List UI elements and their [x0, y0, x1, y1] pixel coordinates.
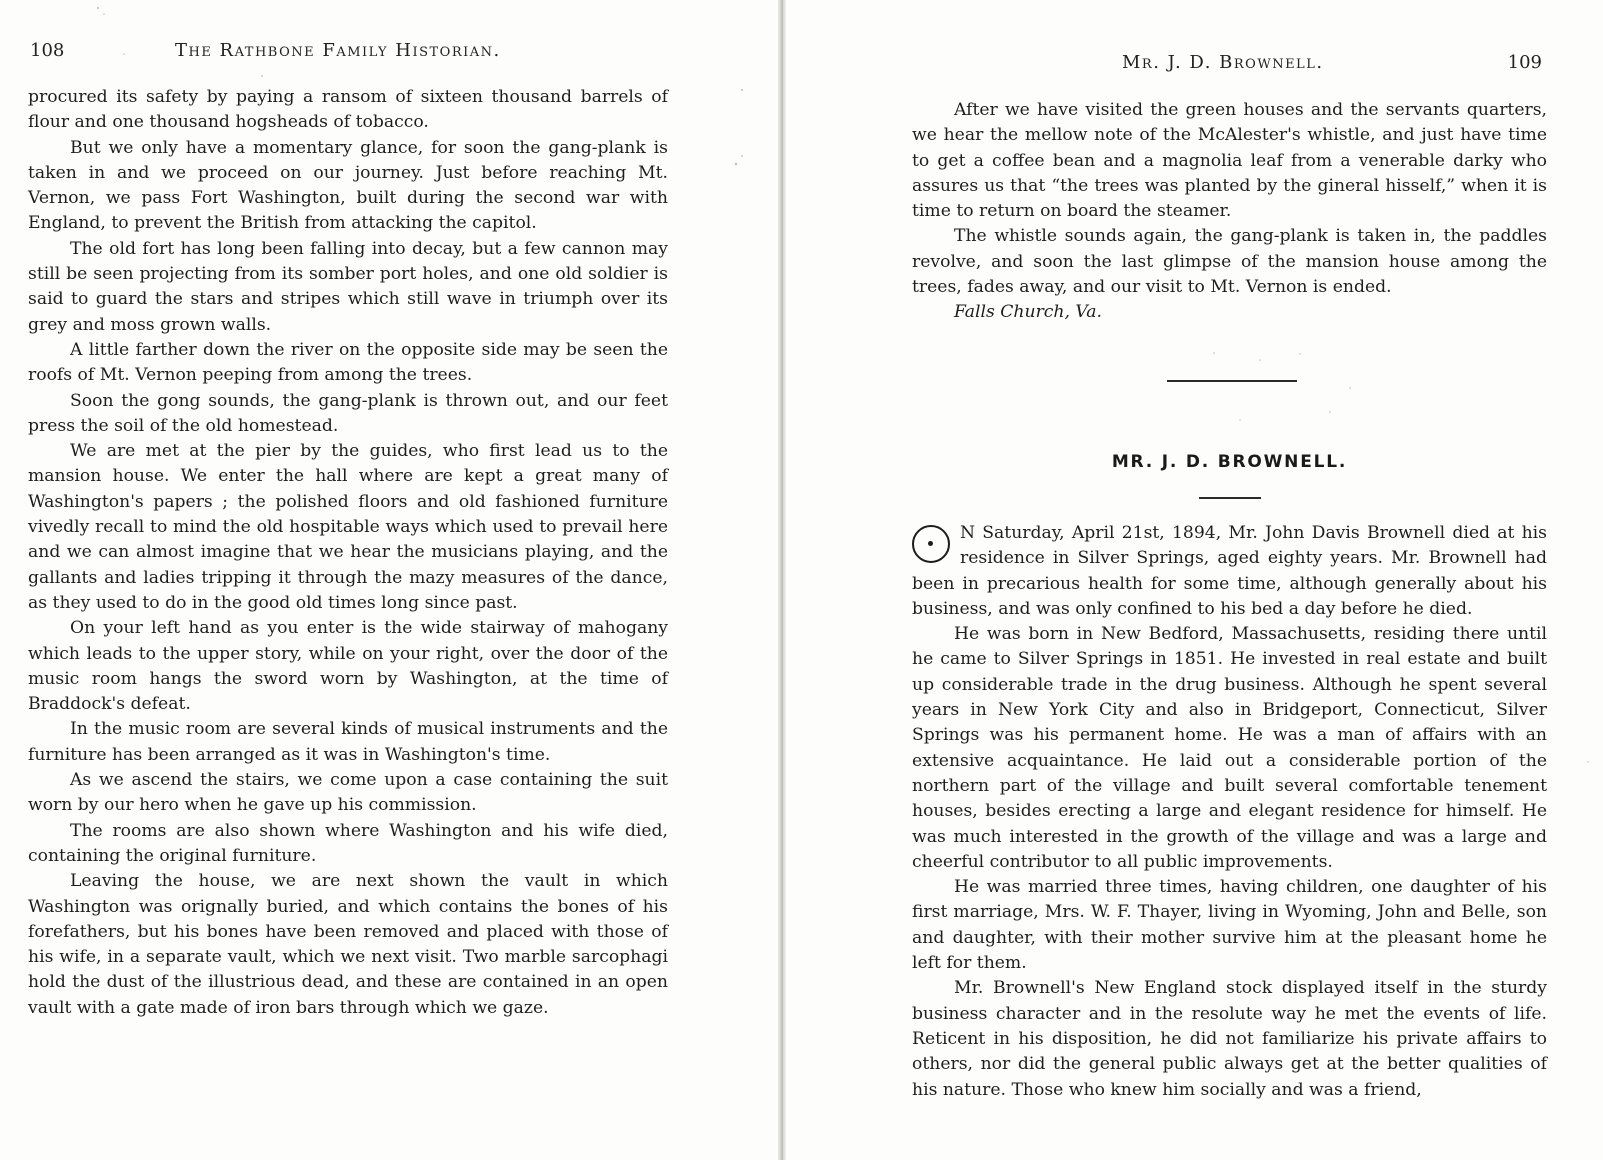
paragraph: Soon the gong sounds, the gang-plank is thrown out, and our feet press the soil of the old homestead.	[28, 390, 668, 436]
paragraph: On your left hand as you enter is the wide stairway of mahogany which leads to the upper story, while on your right, over the door of the music room hangs the sword worn by Washington, at the time of Braddock's defeat.	[28, 618, 668, 715]
left-running-title: The Rathbone Family Historian.	[175, 40, 501, 61]
right-page	[792, 0, 1603, 1160]
paragraph-text: N Saturday, April 21st, 1894, Mr. John Davis Brownell died at his residence in Silver Springs, aged eighty years. Mr. Brownell had been in precarious health for some time, although generally about his business, and was only confined to his bed a day before he died.	[912, 523, 1547, 619]
left-page-number: 108	[30, 40, 65, 61]
left-page	[0, 0, 776, 1160]
paragraph: After we have visited the green houses and the servants quarters, we hear the mellow note of the McAlester's whistle, and just have time to get a coffee bean and a magnolia leaf from a venerable darky who assures us that “the trees was planted by the gineral hisself,” when it is time to return on board the steamer.	[912, 100, 1547, 222]
paragraph: He was married three times, having children, one daughter of his first marriage, Mrs. W. F. Thayer, living in Wyoming, John and Belle, son and daughter, with their mother survive him at the pleasant home he left for them.	[912, 877, 1547, 974]
paragraph: As we ascend the stairs, we come upon a case containing the suit worn by our hero when he gave up his commission.	[28, 770, 668, 816]
paragraph: Mr. Brownell's New England stock displayed itself in the sturdy business character and in the resolute way he met the events of life. Reticent in his disposition, he did not familiarize his private affairs to others, nor did the general public always get at the better qualities of his nature. Those who knew him socially and was a friend,	[912, 978, 1547, 1100]
right-running-head	[912, 52, 1542, 82]
paragraph	[912, 521, 1547, 622]
dropcap-o	[912, 525, 956, 571]
place-line: Falls Church, Va.	[954, 302, 1102, 323]
title-underline-rule	[1199, 497, 1261, 499]
right-page-number: 109	[1507, 52, 1542, 73]
dropcap-letter	[912, 525, 913, 526]
left-running-head	[30, 40, 680, 70]
section-divider-rule	[1167, 380, 1297, 382]
paragraph: procured its safety by paying a ransom of sixteen thousand barrels of flour and one thousand hogsheads of tobacco.	[28, 87, 668, 133]
right-page-continued-text	[912, 98, 1547, 326]
left-page-body	[28, 85, 668, 1021]
paragraph: The old fort has long been falling into decay, but a few cannon may still be seen projecting from its somber port holes, and one old soldier is said to guard the stars and stripes which still wave in triumph over its grey and moss grown walls.	[28, 238, 668, 335]
right-running-title: Mr. J. D. Brownell.	[1122, 52, 1324, 73]
paragraph: A little farther down the river on the opposite side may be seen the roofs of Mt. Vernon peeping from among the trees.	[28, 339, 668, 386]
dropcap-dot	[928, 541, 933, 546]
article-title: MR. J. D. BROWNELL.	[1111, 452, 1348, 472]
book-gutter	[778, 0, 786, 1160]
paragraph: But we only have a momentary glance, for soon the gang-plank is taken in and we proceed on our journey. Just before reaching Mt. Vernon, we pass Fort Washington, built during the second war with England, to prevent the British from attacking the capitol.	[28, 137, 668, 234]
paragraph: The rooms are also shown where Washington and his wife died, containing the original furniture.	[28, 820, 668, 866]
paragraph: In the music room are several kinds of musical instruments and the furniture has been arranged as it was in Washington's time.	[28, 719, 668, 765]
paragraph: Leaving the house, we are next shown the vault in which Washington was orignally buried, and which contains the bones of his forefathers, but his bones have been removed and placed with those of his wife, in a separate vault, which we next visit. Two marble sarcophagi hold the dust of the illustrious dead, and these are contained in an open vault with a gate made of iron bars through which we gaze.	[28, 871, 668, 1018]
article-body	[912, 521, 1547, 1103]
paragraph: He was born in New Bedford, Massachusetts, residing there until he came to Silver Springs in 1851. He invested in real estate and built up considerable trade in the drug business. Although he spent several years in New York City and also in Bridgeport, Connecticut, Silver Springs was his permanent home. He was a man of affairs with an extensive acquaintance. He laid out a considerable portion of the northern part of the village and built several comfortable tenement houses, besides erecting a large and elegant residence for himself. He was much interested in the growth of the village and was a large and cheerful contributor to all public improvements.	[912, 624, 1547, 872]
paragraph: We are met at the pier by the guides, who first lead us to the mansion house. We enter the hall where are kept a great many of Washington's papers ; the polished floors and old fashioned furniture vivedly recall to mind the old hospitable ways which used to prevail here and we can almost imagine that we hear the musicians playing, and the gallants and ladies tripping it through the mazy measures of the dance, as they used to do in the good old times long since past.	[28, 441, 668, 613]
paragraph: The whistle sounds again, the gang-plank is taken in, the paddles revolve, and soon the last glimpse of the mansion house among the trees, fades away, and our visit to Mt. Vernon is ended.	[912, 226, 1547, 298]
